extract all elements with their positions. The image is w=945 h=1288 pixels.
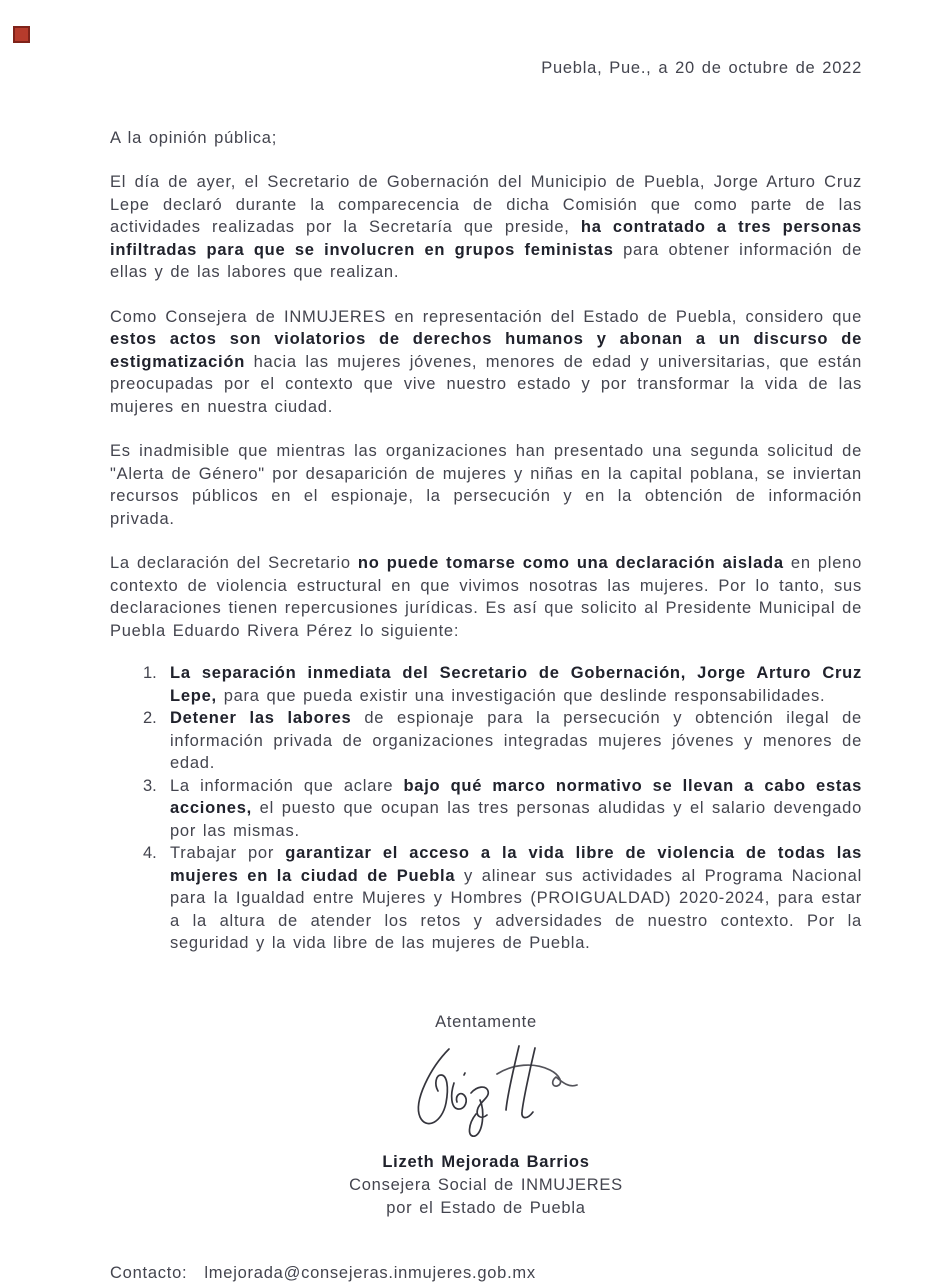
body-paragraphs <box>110 171 862 642</box>
demand-number: 1. <box>143 664 157 682</box>
text-segment: para que pueda existir una investigación que deslinde responsabilidades. <box>216 686 826 705</box>
bold-text-segment: bajo qué marco normativo se llevan a cabo estas acciones, <box>170 776 862 817</box>
text-segment: de espionaje para la persecución y obtención ilegal de información privada de organizaciones integradas mujeres jóvenes y menores de edad. <box>170 709 862 772</box>
red-marker <box>13 26 30 43</box>
demands-list <box>110 662 862 955</box>
signer-title-line1: Consejera Social de INMUJERES <box>349 1176 623 1194</box>
demand-item <box>110 707 862 775</box>
contact-email: lmejorada@consejeras.inmujeres.gob.mx <box>204 1264 536 1282</box>
bold-text-segment: Detener las labores <box>170 709 352 727</box>
letter-content <box>110 0 862 1285</box>
text-segment: hacia las mujeres jóvenes, menores de edad y universitarias, que están preocupadas por el contexto que vive nuestro estado y por transformar la vida de las mujeres en nuestra ciudad. <box>110 352 862 416</box>
text-segment: Es inadmisible que mientras las organizaciones han presentado una segunda solicitud de "Alerta de Género" por desaparición de mujeres y niñas en la capital poblana, se inviertan recursos públicos en el espionaje, la persecución y en la obtención de información privada. <box>110 442 862 528</box>
text-segment: en pleno contexto de violencia estructural en que vivimos nosotras las mujeres. Por lo tanto, sus declaraciones tienen repercusiones jurídicas. Es así que solicito al Presidente Municipal de Puebla Eduardo Rivera Pérez lo siguiente: <box>110 554 862 640</box>
demand-number: 3. <box>143 776 157 795</box>
bold-text-segment: La separación inmediata del Secretario de Gobernación, Jorge Arturo Cruz Lepe, <box>170 664 862 705</box>
text-segment: para obtener información de ellas y de las labores que realizan. <box>110 240 862 281</box>
demand-item <box>110 662 862 707</box>
demand-item <box>110 775 862 843</box>
demand-number: 4. <box>143 844 157 862</box>
demand-number: 2. <box>143 709 157 727</box>
demand-item <box>110 842 862 955</box>
text-segment: y alinear sus actividades al Programa Nacional para la Igualdad entre Mujeres y Hombres (PROIGUALDAD) 2020-2024, para estar a la altura de atender los retos y adversidades de nuestro contexto. Por la seguridad y la vida libre de las mujeres de Puebla. <box>170 866 862 952</box>
paragraph <box>110 171 862 284</box>
paragraph <box>110 440 862 530</box>
date-line: Puebla, Pue., a 20 de octubre de 2022 <box>541 59 862 77</box>
signer-title-line2: por el Estado de Puebla <box>386 1199 586 1217</box>
handwritten-signature-strokes <box>407 1041 587 1141</box>
text-segment: el puesto que ocupan las tres personas aludidas y el salario devengado por las mismas. <box>170 799 862 840</box>
signer-name: Lizeth Mejorada Barrios <box>382 1153 590 1171</box>
closing-word: Atentamente <box>435 1012 537 1031</box>
text-segment: Trabajar por <box>170 844 286 862</box>
text-segment: El día de ayer, el Secretario de Gobernación del Municipio de Puebla, Jorge Arturo Cruz Lepe declaró durante la comparecencia de dicha Comisión que como parte de las actividades realizadas por la Secretaría que preside, <box>110 173 862 236</box>
bold-text-segment: garantizar el acceso a la vida libre de violencia de todas las mujeres en la ciudad de Puebla <box>170 844 862 885</box>
salutation: A la opinión pública; <box>110 128 278 147</box>
text-segment: Como Consejera de INMUJERES en representación del Estado de Puebla, considero que <box>110 307 862 326</box>
bold-text-segment: estos actos son violatorios de derechos humanos y abonan a un discurso de estigmatización <box>110 330 862 371</box>
signature-image <box>110 1041 862 1141</box>
text-segment: La declaración del Secretario <box>110 554 358 572</box>
bold-text-segment: no puede tomarse como una declaración aislada <box>357 554 784 572</box>
bold-text-segment: ha contratado a tres personas infiltradas para que se involucren en grupos feministas <box>110 218 862 259</box>
paragraph <box>110 552 862 642</box>
text-segment: La información que aclare <box>170 776 404 795</box>
contact-label: Contacto: <box>110 1264 188 1282</box>
paragraph <box>110 306 862 419</box>
signer-block <box>110 1151 862 1220</box>
contact-line <box>110 1262 862 1285</box>
